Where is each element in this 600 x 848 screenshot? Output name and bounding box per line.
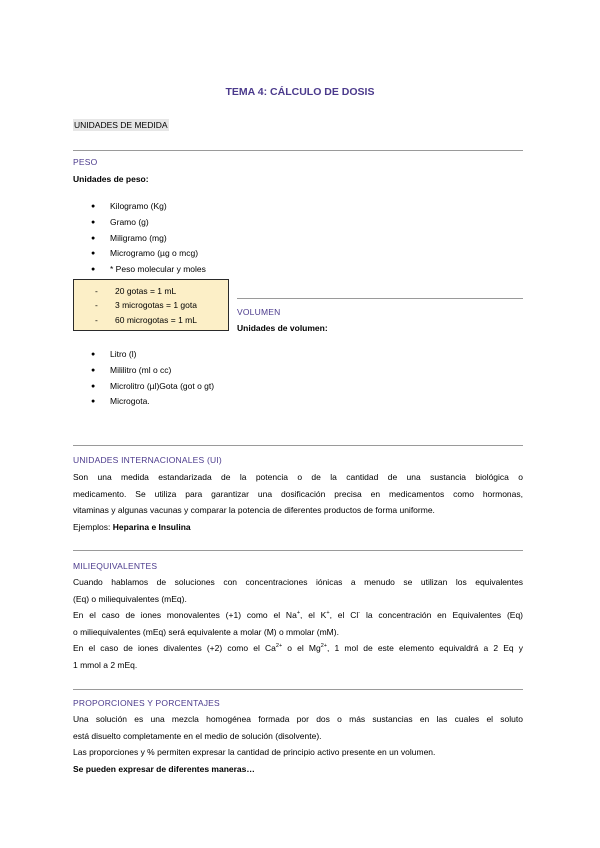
text-line: En el caso de iones monovalentes (+1) como el Na+, el K+, el Cl- la concentración en Equivalentes (Eq) [73, 610, 524, 620]
text-line: Una solución es una mezcla homogénea formada por dos o más sustancias en las cuales el soluto [73, 714, 523, 724]
volumen-heading: VOLUMEN [237, 307, 281, 317]
divider [73, 150, 523, 151]
text-line: (Eq) o miliequivalentes (mEq). [73, 593, 187, 604]
divider [73, 445, 523, 446]
divider [73, 550, 523, 551]
list-item: ● * Peso molecular y moles [91, 262, 206, 278]
conversion-callout [73, 279, 229, 331]
volumen-subheading: Unidades de volumen: [237, 323, 328, 333]
peso-subheading: Unidades de peso: [73, 174, 149, 184]
section-heading-units: UNIDADES DE MEDIDA [74, 120, 168, 130]
list-item: ● Microgota. [91, 394, 214, 410]
ui-heading: UNIDADES INTERNACIONALES (UI) [73, 455, 222, 465]
text-line: Se pueden expresar de diferentes maneras… [73, 763, 255, 774]
peso-list [91, 199, 206, 278]
list-item: ● Microlitro (µl)Gota (got o gt) [91, 379, 214, 395]
peso-heading: PESO [73, 157, 98, 167]
text-line: medicamento. Se utiliza para garantizar una dosificación precisa en medicamentos como hormonas, [73, 488, 523, 499]
list-item: ● Litro (l) [91, 347, 214, 363]
prop-heading: PROPORCIONES Y PORCENTAJES [73, 698, 220, 708]
text-line: Cuando hablamos de soluciones con concentraciones iónicas a menudo se utilizan los equivalentes [73, 577, 523, 587]
text-line: vitaminas y algunas vacunas y comparar la potencia de diferentes productos de forma uniforme. [73, 505, 435, 515]
page-title: TEMA 4: CÁLCULO DE DOSIS [225, 86, 375, 98]
callout-row: - 60 microgotas = 1 mL [95, 314, 197, 325]
list-item: ● Microgramo (µg o mcg) [91, 246, 206, 262]
callout-row: - 3 microgotas = 1 gota [95, 300, 197, 311]
list-item: ● Mililitro (ml o cc) [91, 363, 214, 379]
meq-heading: MILIEQUIVALENTES [73, 561, 158, 571]
divider [73, 689, 523, 690]
text-line: En el caso de iones divalentes (+2) como el $Ca^{2+}$ o el $Mg^{2+}$, 1 mol de este elemento equivaldrá a 2 Eq y [73, 643, 524, 653]
divider [237, 298, 523, 299]
list-item: ● Gramo (g) [91, 215, 206, 231]
prop-paragraph [73, 711, 523, 777]
examples-line: Ejemplos: Heparina e Insulina [73, 521, 191, 532]
callout-row: - 20 gotas = 1 mL [95, 286, 177, 296]
volumen-list [91, 347, 214, 410]
text-line: Son una medida estandarizada de la potencia o de la cantidad de una sustancia biológica o [73, 472, 523, 482]
list-item: ● Kilogramo (Kg) [91, 199, 206, 215]
meq-paragraph [73, 574, 523, 673]
text-line: está disuelto completamente en el medio de solución (disolvente). [73, 730, 322, 741]
text-line: Las proporciones y % permiten expresar la cantidad de principio activo presente en un volumen. [73, 747, 436, 757]
ui-paragraph [73, 469, 523, 535]
list-item: ● Miligramo (mg) [91, 231, 206, 247]
text-line: o miliequivalentes (mEq) será equivalente a molar (M) o mmolar (mM). [73, 626, 339, 637]
text-line: 1 mmol a 2 mEq. [73, 659, 138, 670]
